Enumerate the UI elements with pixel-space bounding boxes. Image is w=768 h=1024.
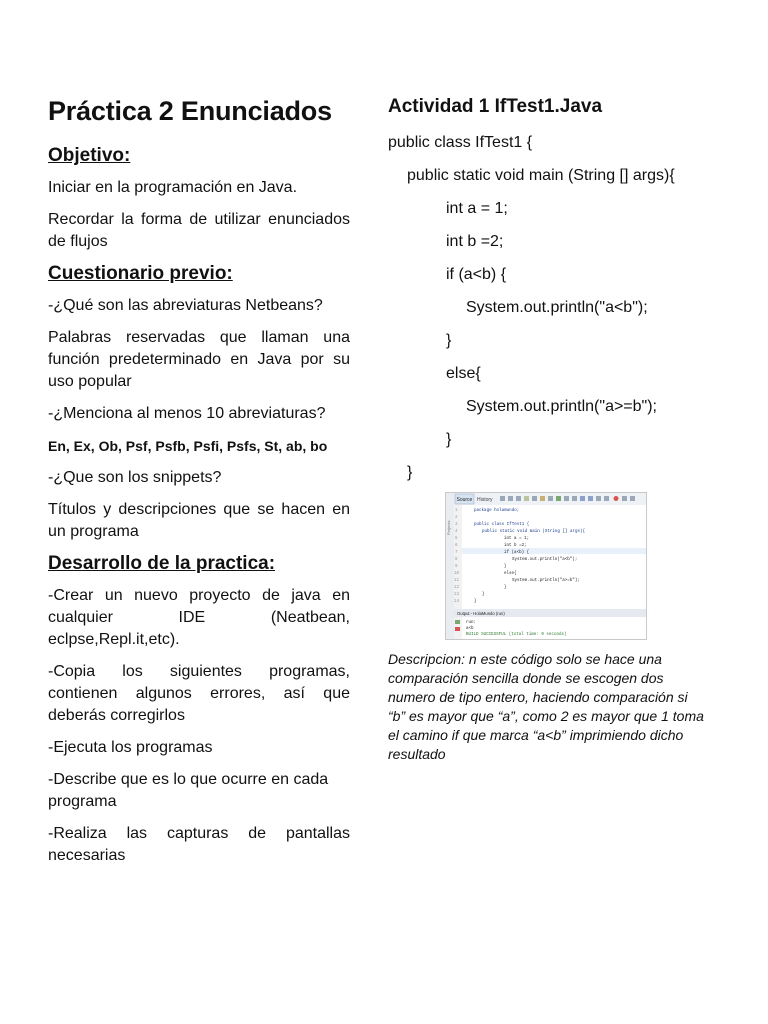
code-line: int a = 1;: [446, 200, 508, 217]
step-1: -Crear un nuevo proyecto de java en cualquier IDE (Neatbean, eclpse,Repl.it,etc).: [48, 587, 350, 648]
output-line: a<b: [466, 627, 474, 631]
answer-1: Palabras reservadas que llaman una función predeterminado en Java por su uso popular: [48, 329, 350, 390]
code-line: System.out.println("a>=b");: [466, 398, 657, 415]
code-line: public static void main (String [] args){: [407, 167, 675, 184]
desarrollo-heading: Desarrollo de la practica:: [48, 553, 276, 574]
svg-text:11: 11: [454, 579, 460, 583]
code-line: }: [446, 431, 452, 448]
ide-code-line: public class IfTest1 {: [474, 523, 530, 527]
ide-code-line: }: [482, 593, 485, 597]
svg-text:5: 5: [455, 537, 458, 541]
output-line: BUILD SUCCESSFUL (total time: 0 seconds): [466, 633, 567, 637]
step-5: -Realiza las capturas de pantallas necesarias: [48, 825, 350, 864]
step-4: -Describe que es lo que ocurre en cada programa: [48, 771, 329, 810]
svg-text:Projects: Projects: [446, 520, 451, 535]
ide-code-line: package holamundo;: [474, 509, 520, 513]
svg-text:7: 7: [455, 551, 458, 555]
code-line: if (a<b) {: [446, 266, 507, 283]
ide-toolbar: [500, 496, 635, 501]
question-1: -¿Qué son las abreviaturas Netbeans?: [48, 297, 323, 314]
ide-code-line: System.out.println("a<b");: [512, 558, 578, 562]
ide-code-line: int b =2;: [504, 544, 527, 548]
code-line: int b =2;: [446, 233, 504, 250]
code-line: }: [407, 464, 413, 481]
activity-title: Actividad 1 IfTest1.Java: [388, 96, 603, 117]
history-tab: History: [477, 497, 493, 503]
code-line: else{: [446, 365, 481, 382]
svg-text:12: 12: [454, 586, 460, 590]
step-3: -Ejecuta los programas: [48, 739, 213, 756]
cuestionario-heading: Cuestionario previo:: [48, 263, 233, 284]
ide-code-line: if (a<b) {: [504, 551, 530, 555]
svg-text:13: 13: [454, 593, 460, 597]
code-line: public class IfTest1 {: [388, 134, 533, 151]
output-title: Output - HolaMundo (run): [457, 611, 505, 616]
page-title: Práctica 2 Enunciados: [48, 96, 332, 126]
ide-code-line: public static void main (String [] args){: [482, 530, 586, 534]
code-line: System.out.println("a<b");: [466, 299, 648, 316]
step-2: -Copia los siguientes programas, contienen algunos errores, así que deberás corregirlos: [48, 663, 350, 724]
ide-code-line: System.out.println("a>=b");: [512, 579, 580, 583]
answer-3: Títulos y descripciones que se hacen en un programa: [48, 501, 350, 540]
source-tab: Source: [456, 497, 473, 503]
objetivo-text-1: Iniciar en la programación en Java.: [48, 179, 298, 196]
question-2: -¿Menciona al menos 10 abreviaturas?: [48, 405, 326, 422]
ide-code-line: int a = 1;: [504, 537, 530, 541]
svg-text:6: 6: [455, 544, 458, 548]
svg-text:3: 3: [455, 523, 458, 527]
svg-text:10: 10: [454, 572, 460, 576]
objetivo-text-2: Recordar la forma de utilizar enunciados de flujos: [48, 211, 350, 250]
right-column: [388, 96, 718, 489]
ide-code-line: }: [504, 565, 507, 569]
left-column: [48, 96, 350, 877]
svg-text:14: 14: [454, 600, 460, 604]
ide-screenshot: [445, 492, 647, 640]
ide-code-line: else{: [504, 572, 517, 576]
question-3: -¿Que son los snippets?: [48, 469, 222, 486]
answer-2: En, Ex, Ob, Psf, Psfb, Psfi, Psfs, St, ab, bo: [48, 438, 328, 454]
svg-text:8: 8: [455, 558, 458, 562]
svg-text:9: 9: [455, 565, 458, 569]
svg-text:1: 1: [455, 509, 458, 513]
ide-code-line: }: [504, 586, 507, 590]
description-text: Descripcion: n este código solo se hace una comparación sencilla donde se escogen dos numero de tipo entero, haciendo comparación si “b” es mayor que “a”, como 2 es mayor que 1 toma el camino if que marca “a<b” imprimiendo dicho resultado: [388, 651, 704, 762]
svg-text:2: 2: [455, 516, 458, 520]
code-listing: [388, 126, 718, 489]
output-line: run:: [466, 621, 477, 625]
svg-text:4: 4: [455, 530, 458, 534]
code-line: }: [446, 332, 452, 349]
ide-code-line: }: [474, 600, 477, 604]
objetivo-heading: Objetivo:: [48, 145, 131, 166]
